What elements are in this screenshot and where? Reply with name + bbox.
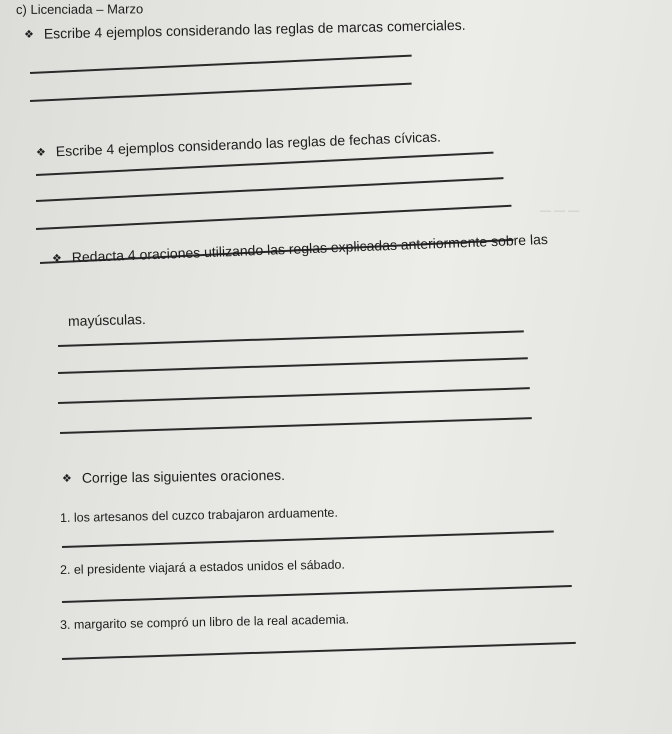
sentence-item: 3. margarito se compró un libro de la real academia.: [59, 612, 350, 632]
exercise-marcas-instruction: [24, 17, 466, 42]
exercise-marcas-text: Escribe 4 ejemplos considerando las reglas de marcas comerciales.: [43, 16, 466, 42]
bullet-icon: ❖: [23, 28, 35, 41]
bullet-icon: ❖: [51, 252, 63, 265]
bullet-icon: ❖: [61, 472, 72, 485]
exercise-redacta-instruction: [52, 231, 548, 266]
answer-line: [62, 642, 576, 660]
answer-line: [58, 330, 524, 346]
header: c) Licenciada – Marzo: [15, 1, 144, 17]
bullet-icon: ❖: [35, 146, 47, 159]
exercise-redacta-line1: Redacta 4 oraciones utilizando las reglas explicadas anteriormente sobre las: [71, 230, 549, 266]
show-through-text: — — —: [540, 205, 580, 217]
exercise-corrige-text: Corrige las siguientes oraciones.: [81, 466, 286, 486]
exercise-corrige-instruction: [62, 467, 285, 486]
answer-line: [62, 585, 572, 603]
answer-line: [36, 205, 512, 230]
answer-line: [58, 387, 530, 403]
answer-line: [58, 357, 528, 373]
answer-line: [60, 417, 532, 433]
exercise-fechas-instruction: [36, 128, 441, 160]
sentence-item: 1. los artesanos del cuzco trabajaron arduamente.: [59, 505, 339, 525]
answer-line: [30, 55, 412, 74]
exercise-redacta-line2: mayúsculas.: [67, 310, 146, 329]
exercise-fechas-text: Escribe 4 ejemplos considerando las reglas de fechas cívicas.: [55, 128, 442, 160]
answer-line: [30, 83, 412, 102]
answer-line: [62, 531, 554, 548]
answer-line: [36, 177, 504, 201]
sentence-item: 2. el presidente viajará a estados unidos el sábado.: [59, 557, 346, 577]
